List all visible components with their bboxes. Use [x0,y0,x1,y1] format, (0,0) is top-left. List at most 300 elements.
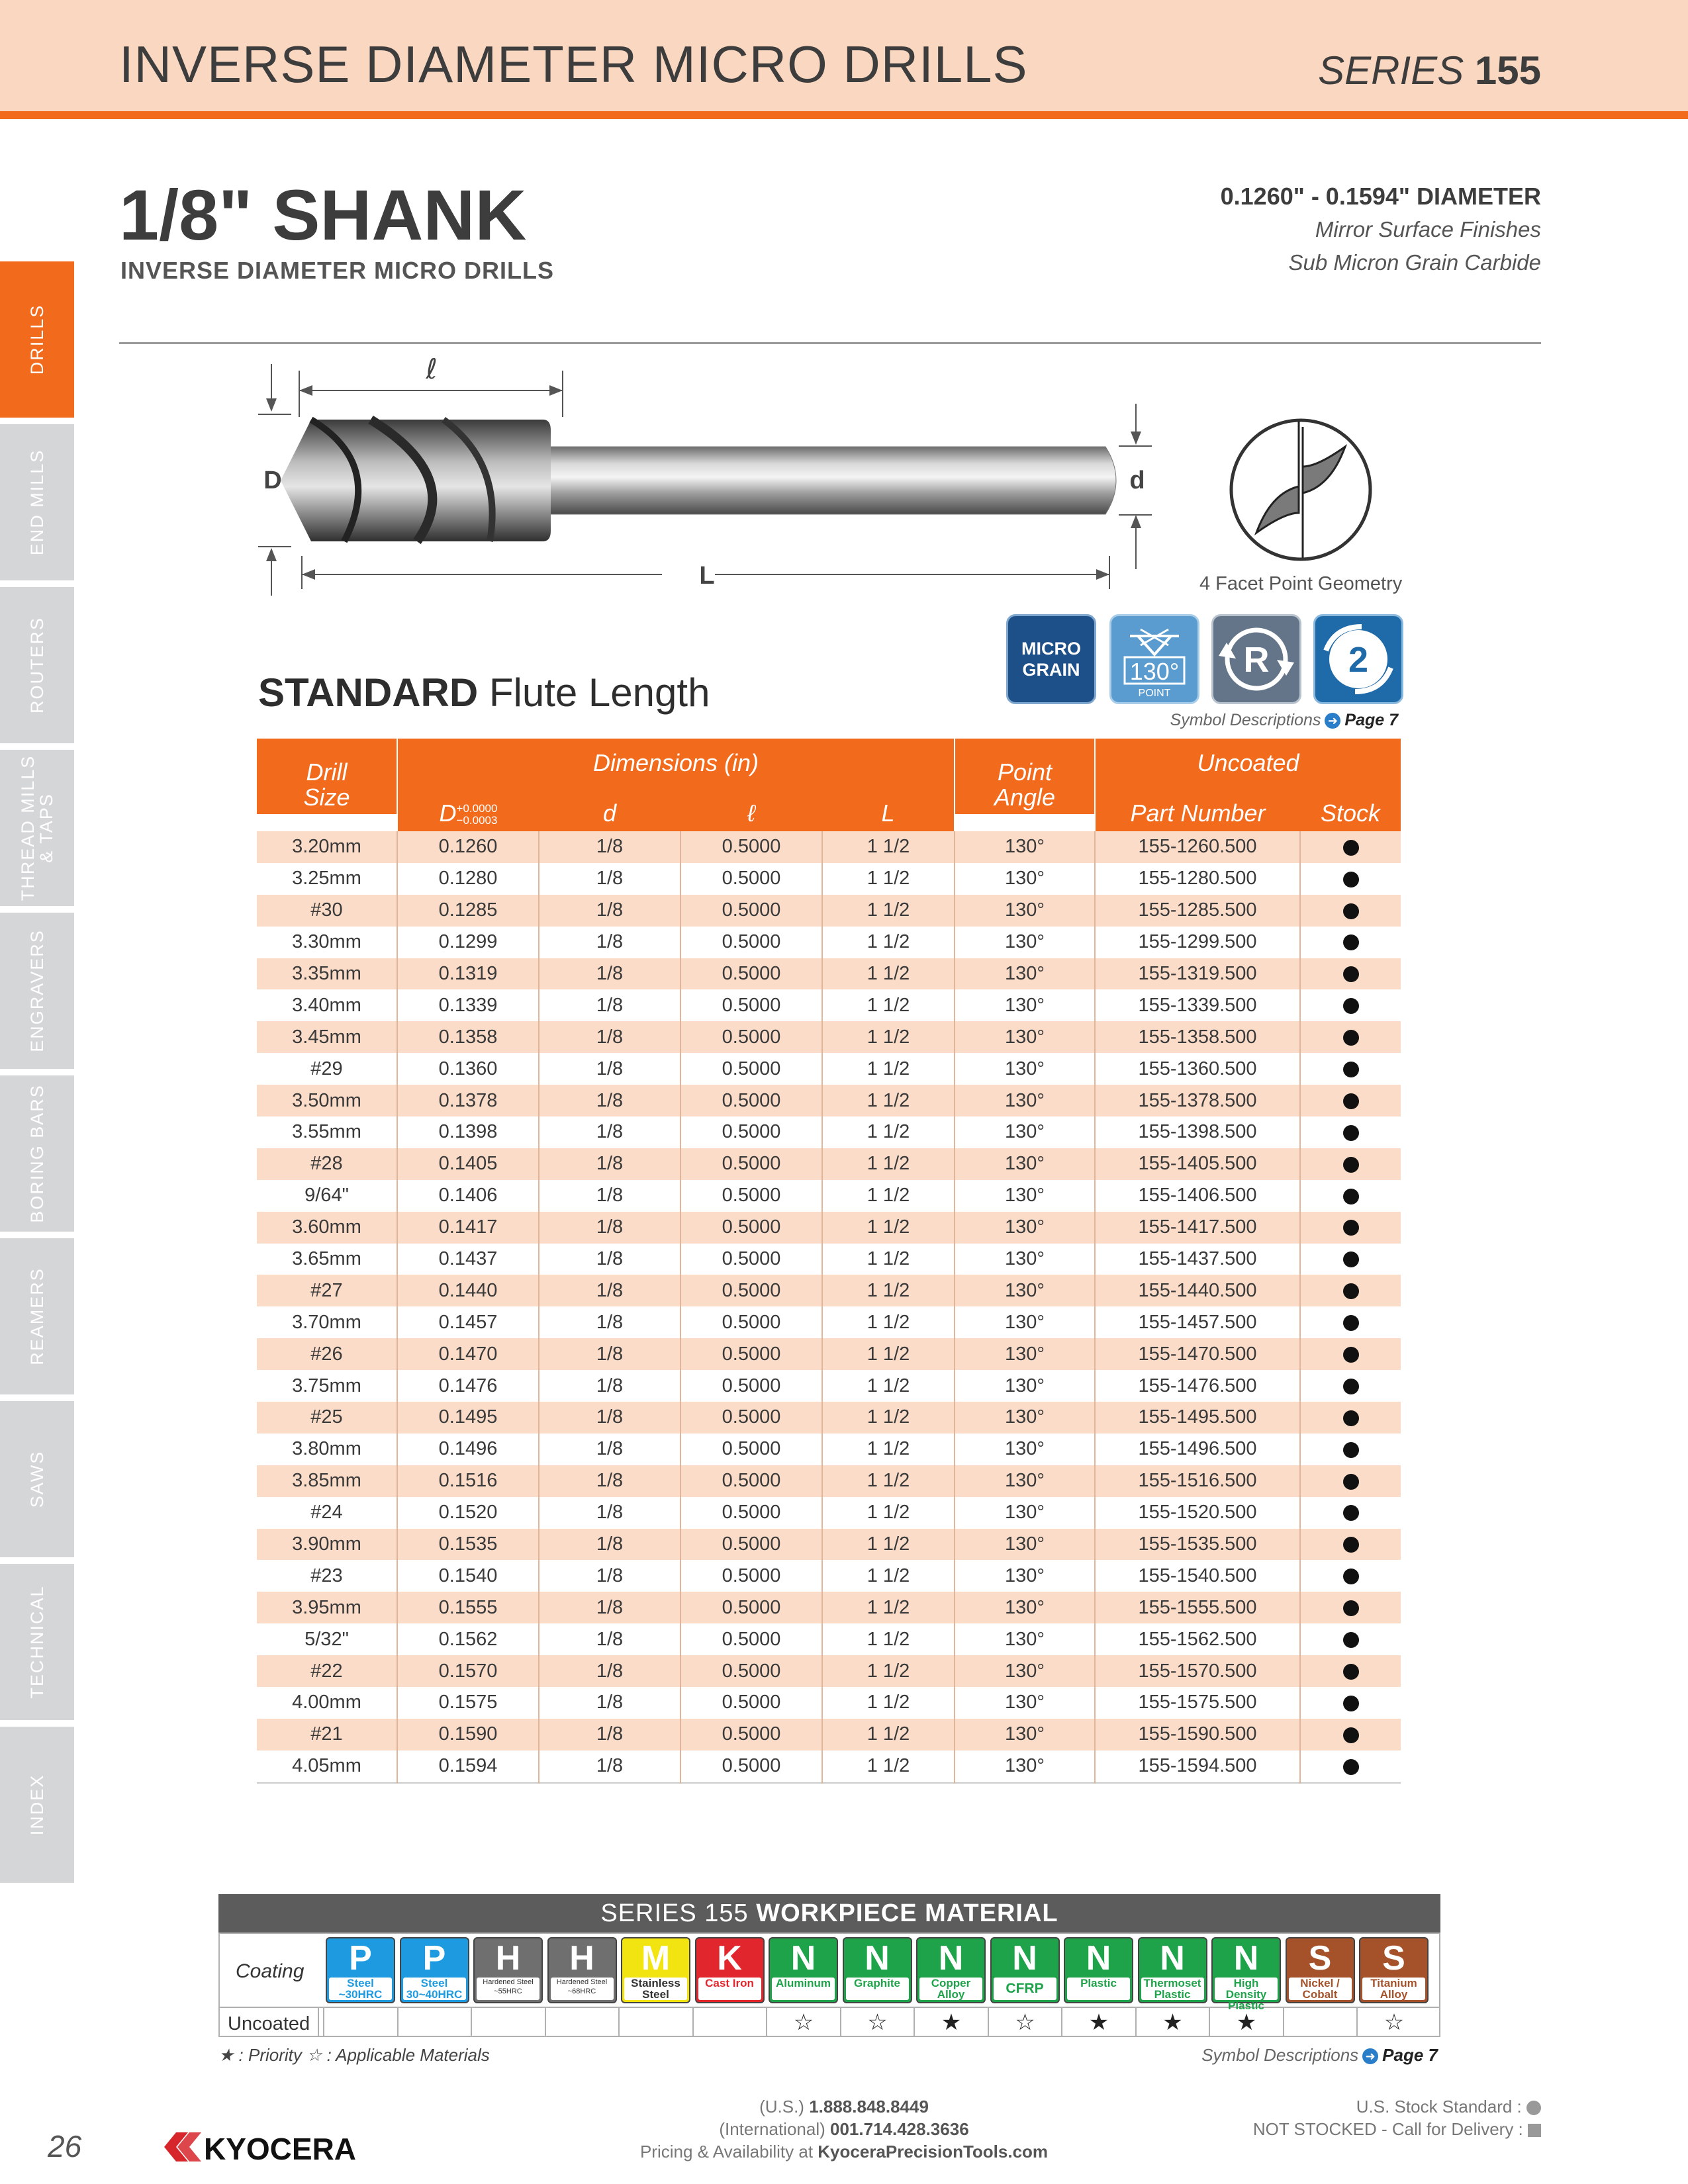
cell-L: 1 1/2 [822,1275,955,1306]
stock-dot-icon [1343,903,1359,919]
material-badge [1359,1937,1429,2003]
material-badge [621,1937,690,2003]
material-name: Cast Iron [698,1978,761,2000]
cell-L: 1 1/2 [822,1751,955,1783]
cell-D: 0.1405 [397,1148,539,1180]
cell-d: 1/8 [539,1465,680,1497]
dimensions-group-header: Dimensions (in) [397,739,955,777]
cell-part-number: 155-1470.500 [1095,1338,1300,1370]
cell-part-number: 155-1358.500 [1095,1021,1300,1053]
cell-l: 0.5000 [680,1465,822,1497]
cell-d: 1/8 [539,989,680,1021]
feature-finish: Mirror Surface Finishes [1315,217,1541,242]
cell-L: 1 1/2 [822,958,955,990]
cell-L: 1 1/2 [822,1719,955,1751]
cell-d: 1/8 [539,1148,680,1180]
divider [119,342,1541,344]
stock-dot-icon [1343,1442,1359,1458]
cell-L: 1 1/2 [822,1116,955,1148]
flutes-badge [1313,614,1403,704]
cell-D: 0.1299 [397,927,539,958]
cell-D: 0.1555 [397,1592,539,1623]
material-rating [692,2008,767,2037]
intl-phone[interactable]: 001.714.428.3636 [830,2119,969,2139]
cell-point-angle: 130° [955,1687,1095,1719]
tab-saws[interactable] [0,1401,74,1557]
stock-dot-icon [1343,1664,1359,1680]
tab-label: DRILLS [27,304,47,375]
cell-point-angle: 130° [955,1370,1095,1402]
logo-text: KYOCERA [204,2132,357,2166]
cell-L: 1 1/2 [822,1465,955,1497]
stock-dot-icon [1343,1600,1359,1616]
product-subtitle: INVERSE DIAMETER MICRO DRILLS [120,257,555,284]
badge-text: MICRO [1021,639,1081,659]
symbol-desc-page: Page 7 [1382,2045,1438,2065]
material-letter: H [495,1939,521,1978]
header-stripe [0,111,1688,119]
cell-point-angle: 130° [955,1306,1095,1338]
cell-drill-size: #24 [257,1497,397,1529]
tab-technical[interactable] [0,1564,74,1720]
cell-l: 0.5000 [680,1212,822,1244]
material-rating [323,2008,397,2037]
cell-point-angle: 130° [955,831,1095,863]
cell-point-angle: 130° [955,927,1095,958]
cell-L: 1 1/2 [822,1244,955,1275]
stock-dot-icon [1343,1759,1359,1775]
cell-L: 1 1/2 [822,1085,955,1116]
cell-stock [1300,1719,1401,1751]
cell-drill-size: 3.30mm [257,927,397,958]
material-badge [1211,1937,1281,2012]
radius-badge [1211,614,1301,704]
tol-plus: +0.0000 [456,802,498,815]
us-phone[interactable]: 1.888.848.8449 [809,2097,929,2116]
cell-stock [1300,1053,1401,1085]
radius-icon [1213,616,1299,702]
cell-part-number: 155-1535.500 [1095,1529,1300,1561]
cell-part-number: 155-1260.500 [1095,831,1300,863]
cell-L: 1 1/2 [822,1592,955,1623]
cell-part-number: 155-1398.500 [1095,1116,1300,1148]
cell-d: 1/8 [539,1655,680,1687]
uncoated-group-header: Uncoated [1095,739,1401,777]
not-stocked-square-icon [1528,2124,1541,2137]
drill-diagram [252,351,1178,602]
material-letter: P [422,1939,446,1978]
table-row [257,1402,1401,1433]
tab-end-mills[interactable] [0,424,74,580]
cell-l: 0.5000 [680,1529,822,1561]
table-row [257,1053,1401,1085]
table-row [257,1021,1401,1053]
cell-D: 0.1437 [397,1244,539,1275]
cell-d: 1/8 [539,1497,680,1529]
material-letter: N [1233,1939,1259,1978]
cell-stock [1300,1021,1401,1053]
tab-reamers[interactable] [0,1238,74,1394]
cell-point-angle: 130° [955,1275,1095,1306]
material-letter: N [938,1939,964,1978]
cell-D: 0.1594 [397,1751,539,1783]
material-rating [471,2008,545,2037]
cell-D: 0.1520 [397,1497,539,1529]
cell-part-number: 155-1406.500 [1095,1180,1300,1212]
point-value: 130° [1129,658,1180,685]
cell-drill-size: 3.60mm [257,1212,397,1244]
table-row [257,1370,1401,1402]
cell-point-angle: 130° [955,1212,1095,1244]
material-name: Graphite [846,1978,909,2000]
cell-stock [1300,1275,1401,1306]
cell-l: 0.5000 [680,1180,822,1212]
table-row [257,831,1401,863]
cell-part-number: 155-1437.500 [1095,1244,1300,1275]
flutes-number: 2 [1348,640,1369,680]
symbol-descriptions-link[interactable] [1170,711,1398,730]
material-name: Nickel / Cobalt [1289,1978,1352,2000]
cell-l: 0.5000 [680,958,822,990]
cell-stock [1300,927,1401,958]
cell-point-angle: 130° [955,863,1095,895]
cell-point-angle: 130° [955,1529,1095,1561]
cell-l: 0.5000 [680,1021,822,1053]
table-row [257,1433,1401,1465]
cell-point-angle: 130° [955,1465,1095,1497]
stock-dot-icon [1343,1537,1359,1553]
table-row [257,1560,1401,1592]
stock-dot-icon [1343,872,1359,887]
cell-drill-size: 5/32" [257,1623,397,1655]
symbol-descriptions-link[interactable] [1201,2045,1438,2066]
cell-drill-size: #30 [257,895,397,927]
cell-point-angle: 130° [955,1433,1095,1465]
cell-point-angle: 130° [955,958,1095,990]
cell-point-angle: 130° [955,989,1095,1021]
tol-minus: −0.0003 [456,814,498,827]
point-angle-badge [1109,614,1199,704]
cell-part-number: 155-1562.500 [1095,1623,1300,1655]
workpiece-header [218,1894,1440,1933]
cell-l: 0.5000 [680,895,822,927]
stock-dot-icon [1343,1093,1359,1109]
cell-D: 0.1476 [397,1370,539,1402]
tab-label: SAWS [27,1450,47,1508]
material-badge [1064,1937,1133,2003]
tab-routers[interactable] [0,587,74,743]
cell-drill-size: 3.55mm [257,1116,397,1148]
cell-d: 1/8 [539,1719,680,1751]
tab-thread-mills[interactable] [0,750,74,906]
col-point-angle [955,760,1095,814]
cell-stock [1300,1560,1401,1592]
cell-stock [1300,895,1401,927]
material-letter: P [349,1939,372,1978]
intl-label: (International) [719,2119,825,2139]
tab-engravers[interactable] [0,913,74,1069]
col-part-number: Part Number [1095,777,1300,831]
material-badge [326,1937,395,2003]
cell-point-angle: 130° [955,1497,1095,1529]
cell-d: 1/8 [539,1244,680,1275]
tab-label: BORING BARS [27,1084,47,1223]
material-letter: S [1308,1939,1332,1978]
cell-point-angle: 130° [955,895,1095,927]
material-letter: K [717,1939,742,1978]
col-l: ℓ [680,777,822,831]
cell-l: 0.5000 [680,1560,822,1592]
cell-point-angle: 130° [955,1402,1095,1433]
cell-point-angle: 130° [955,1180,1095,1212]
tab-label-line: THREAD MILLS [18,754,38,901]
feature-grain: Sub Micron Grain Carbide [1288,250,1541,275]
material-badge [990,1937,1060,2003]
cell-l: 0.5000 [680,1338,822,1370]
cell-L: 1 1/2 [822,1529,955,1561]
cell-stock [1300,1655,1401,1687]
material-badge [843,1937,912,2003]
cell-stock [1300,1529,1401,1561]
cell-D: 0.1535 [397,1529,539,1561]
cell-l: 0.5000 [680,831,822,863]
cell-drill-size: 4.00mm [257,1687,397,1719]
cell-l: 0.5000 [680,1433,822,1465]
material-letter: N [865,1939,890,1978]
cell-L: 1 1/2 [822,1212,955,1244]
cell-D: 0.1406 [397,1180,539,1212]
material-name: High Density Plastic [1215,1978,1278,2000]
cell-drill-size: 3.90mm [257,1529,397,1561]
cell-d: 1/8 [539,1338,680,1370]
table-row [257,1275,1401,1306]
cell-drill-size: 9/64" [257,1180,397,1212]
coating-label: Coating [236,1960,305,1982]
cell-l: 0.5000 [680,1687,822,1719]
cell-part-number: 155-1440.500 [1095,1275,1300,1306]
material-badge [769,1937,838,2003]
cell-part-number: 155-1476.500 [1095,1370,1300,1402]
cell-stock [1300,1751,1401,1783]
cell-drill-size: 3.45mm [257,1021,397,1053]
cell-stock [1300,1148,1401,1180]
label-l: ℓ [426,353,438,385]
tab-label: INDEX [27,1774,47,1836]
col-L: L [822,777,955,831]
cell-stock [1300,831,1401,863]
cell-d: 1/8 [539,1751,680,1783]
cell-l: 0.5000 [680,1719,822,1751]
tab-drills[interactable] [0,261,74,418]
material-name: CFRP [994,1978,1056,2000]
cell-point-angle: 130° [955,1655,1095,1687]
table-row [257,1751,1401,1783]
cell-D: 0.1562 [397,1623,539,1655]
material-letter: N [1012,1939,1037,1978]
tab-label: END MILLS [27,449,47,556]
us-label: (U.S.) [759,2097,804,2116]
cell-D: 0.1495 [397,1402,539,1433]
stock-dot-icon [1526,2101,1541,2115]
point-angle-icon [1111,616,1197,702]
cell-stock [1300,1338,1401,1370]
material-rating: ☆ [988,2008,1062,2037]
cell-L: 1 1/2 [822,1623,955,1655]
cell-drill-size: 3.20mm [257,831,397,863]
cell-D: 0.1590 [397,1719,539,1751]
cell-stock [1300,1623,1401,1655]
cell-L: 1 1/2 [822,1433,955,1465]
cell-L: 1 1/2 [822,1497,955,1529]
table-row [257,1338,1401,1370]
cell-d: 1/8 [539,1592,680,1623]
cell-stock [1300,1592,1401,1623]
cell-l: 0.5000 [680,1085,822,1116]
material-name: Aluminum [772,1978,835,2000]
stock-dot-icon [1343,1410,1359,1426]
cell-drill-size: 3.95mm [257,1592,397,1623]
cell-L: 1 1/2 [822,1560,955,1592]
cell-stock [1300,1180,1401,1212]
cell-l: 0.5000 [680,1116,822,1148]
cell-l: 0.5000 [680,1655,822,1687]
cell-d: 1/8 [539,1402,680,1433]
cell-D: 0.1575 [397,1687,539,1719]
section-title [258,670,710,715]
tab-label: ROUTERS [27,616,47,714]
cell-stock [1300,1085,1401,1116]
arrow-right-icon: ➜ [1362,2048,1378,2064]
stock-dot-icon [1343,1347,1359,1363]
tab-label: REAMERS [27,1267,47,1365]
table-row [257,863,1401,895]
cell-l: 0.5000 [680,1370,822,1402]
cell-L: 1 1/2 [822,1402,955,1433]
stock-legend [1253,2095,1541,2140]
cell-part-number: 155-1378.500 [1095,1085,1300,1116]
cell-D: 0.1540 [397,1560,539,1592]
cell-stock [1300,1244,1401,1275]
radius-letter: R [1243,640,1270,680]
stock-standard-text: U.S. Stock Standard : [1356,2097,1522,2116]
cell-L: 1 1/2 [822,1180,955,1212]
cell-L: 1 1/2 [822,1687,955,1719]
cell-drill-size: 3.80mm [257,1433,397,1465]
stock-dot-icon [1343,1696,1359,1711]
stock-dot-icon [1343,1283,1359,1299]
product-title: 1/8" SHANK [119,175,527,255]
cell-D: 0.1358 [397,1021,539,1053]
header-line: Size [303,784,350,811]
cell-D: 0.1339 [397,989,539,1021]
cell-drill-size: #28 [257,1148,397,1180]
table-row [257,1592,1401,1623]
cell-D: 0.1440 [397,1275,539,1306]
table-row [257,1116,1401,1148]
table-row [257,989,1401,1021]
contact-web [0,2140,1688,2163]
flutes-icon [1315,616,1401,702]
material-badge [400,1937,469,2003]
cell-drill-size: 3.70mm [257,1306,397,1338]
tab-index[interactable] [0,1727,74,1883]
cell-d: 1/8 [539,1623,680,1655]
workpiece-title-bold: WORKPIECE MATERIAL [756,1899,1058,1927]
cell-L: 1 1/2 [822,1370,955,1402]
cell-l: 0.5000 [680,1592,822,1623]
material-name: Steel ~30HRC [329,1978,392,2000]
page-number: 26 [48,2129,82,2163]
cell-D: 0.1360 [397,1053,539,1085]
cell-part-number: 155-1495.500 [1095,1402,1300,1433]
stock-dot-icon [1343,840,1359,856]
cell-L: 1 1/2 [822,895,955,927]
website-link[interactable]: KyoceraPrecisionTools.com [818,2142,1049,2161]
cell-point-angle: 130° [955,1148,1095,1180]
cell-d: 1/8 [539,1116,680,1148]
cell-part-number: 155-1516.500 [1095,1465,1300,1497]
cell-stock [1300,1116,1401,1148]
series-prefix: SERIES [1318,48,1464,93]
cell-L: 1 1/2 [822,1655,955,1687]
cell-d: 1/8 [539,1275,680,1306]
material-name: Hardened Steel ~68HRC [551,1978,614,2000]
cell-D: 0.1398 [397,1116,539,1148]
table-row [257,1085,1401,1116]
cell-d: 1/8 [539,1306,680,1338]
cell-l: 0.5000 [680,1497,822,1529]
cell-d: 1/8 [539,863,680,895]
col-D [397,777,539,831]
stock-dot-icon [1343,1569,1359,1584]
material-letter: M [641,1939,671,1978]
category-tabs [0,261,74,1889]
cell-drill-size: 4.05mm [257,1751,397,1783]
not-stocked-legend [1253,2118,1541,2140]
series-label [1318,48,1541,93]
cell-L: 1 1/2 [822,831,955,863]
uncoated-label: Uncoated [228,2013,310,2034]
table-row [257,1719,1401,1751]
workpiece-title-prefix: SERIES 155 [600,1899,749,1927]
symbol-desc-text: Symbol Descriptions [1170,711,1321,729]
facet-caption: 4 Facet Point Geometry [1199,573,1403,594]
cell-l: 0.5000 [680,1275,822,1306]
cell-drill-size: 3.75mm [257,1370,397,1402]
cell-D: 0.1470 [397,1338,539,1370]
cell-part-number: 155-1496.500 [1095,1433,1300,1465]
section-title-rest: Flute Length [478,670,710,715]
table-row [257,1180,1401,1212]
tab-boring-bars[interactable] [0,1075,74,1232]
cell-point-angle: 130° [955,1719,1095,1751]
point-label: POINT [1138,688,1171,699]
material-badge [695,1937,765,2003]
cell-stock [1300,1306,1401,1338]
section-title-bold: STANDARD [258,670,479,715]
tab-label: TECHNICAL [27,1585,47,1699]
arrow-right-icon: ➜ [1325,713,1340,729]
cell-part-number: 155-1299.500 [1095,927,1300,958]
header-line: Drill [306,758,348,786]
label-L: L [699,562,715,590]
material-rating [545,2008,619,2037]
cell-D: 0.1516 [397,1465,539,1497]
cell-d: 1/8 [539,958,680,990]
cell-part-number: 155-1405.500 [1095,1148,1300,1180]
cell-drill-size: #25 [257,1402,397,1433]
cell-L: 1 1/2 [822,1306,955,1338]
